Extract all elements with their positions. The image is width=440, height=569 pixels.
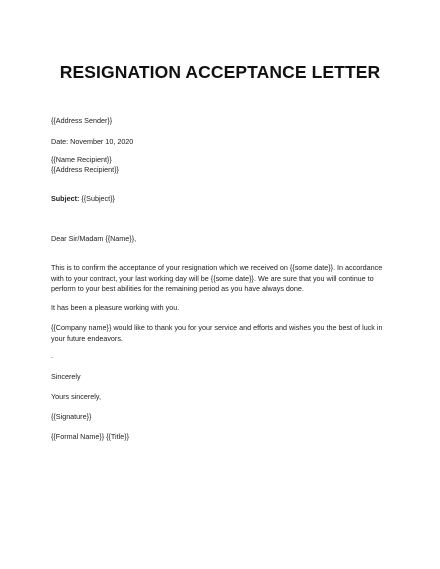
letter-date: Date: November 10, 2020 xyxy=(51,137,134,146)
closing-sincerely: Sincerely xyxy=(51,372,81,381)
formal-name-title: {{Formal Name}} {{Title}} xyxy=(51,432,130,441)
paragraph-line: your future endeavors. xyxy=(51,333,123,343)
paragraph-line: perform to your best abilities for the remaining period as you have always done. xyxy=(51,284,304,293)
subject-label: Subject: xyxy=(51,194,80,203)
closing-yours-sincerely: Yours sincerely, xyxy=(51,392,101,401)
stray-dot: . xyxy=(51,351,53,360)
salutation: Dear Sir/Madam {{Name}}, xyxy=(51,234,137,243)
paragraph-line: This is to confirm the acceptance of your resignation which we received on {{some date}}. In accordance xyxy=(51,263,383,272)
name-recipient: {{Name Recipient}} xyxy=(51,155,112,164)
paragraph-line: with to your contract, your last working day will be {{some date}}. We are sure that you will continue to xyxy=(51,273,374,283)
paragraph-thanks xyxy=(51,323,396,344)
subject-value: {{Subject}} xyxy=(79,194,115,203)
letter-title: RESIGNATION ACCEPTANCE LETTER xyxy=(59,62,381,82)
address-sender: {{Address Sender}} xyxy=(51,116,113,125)
paragraph-confirmation xyxy=(51,263,396,295)
paragraph-pleasure: It has been a pleasure working with you. xyxy=(51,303,180,312)
subject-line xyxy=(51,194,396,205)
paragraph-line: {{Company name}} would like to thank you for your service and efforts and wishes you the best of luck in xyxy=(51,323,383,332)
address-recipient: {{Address Recipient}} xyxy=(51,165,119,174)
signature-placeholder: {{Signature}} xyxy=(51,412,92,421)
